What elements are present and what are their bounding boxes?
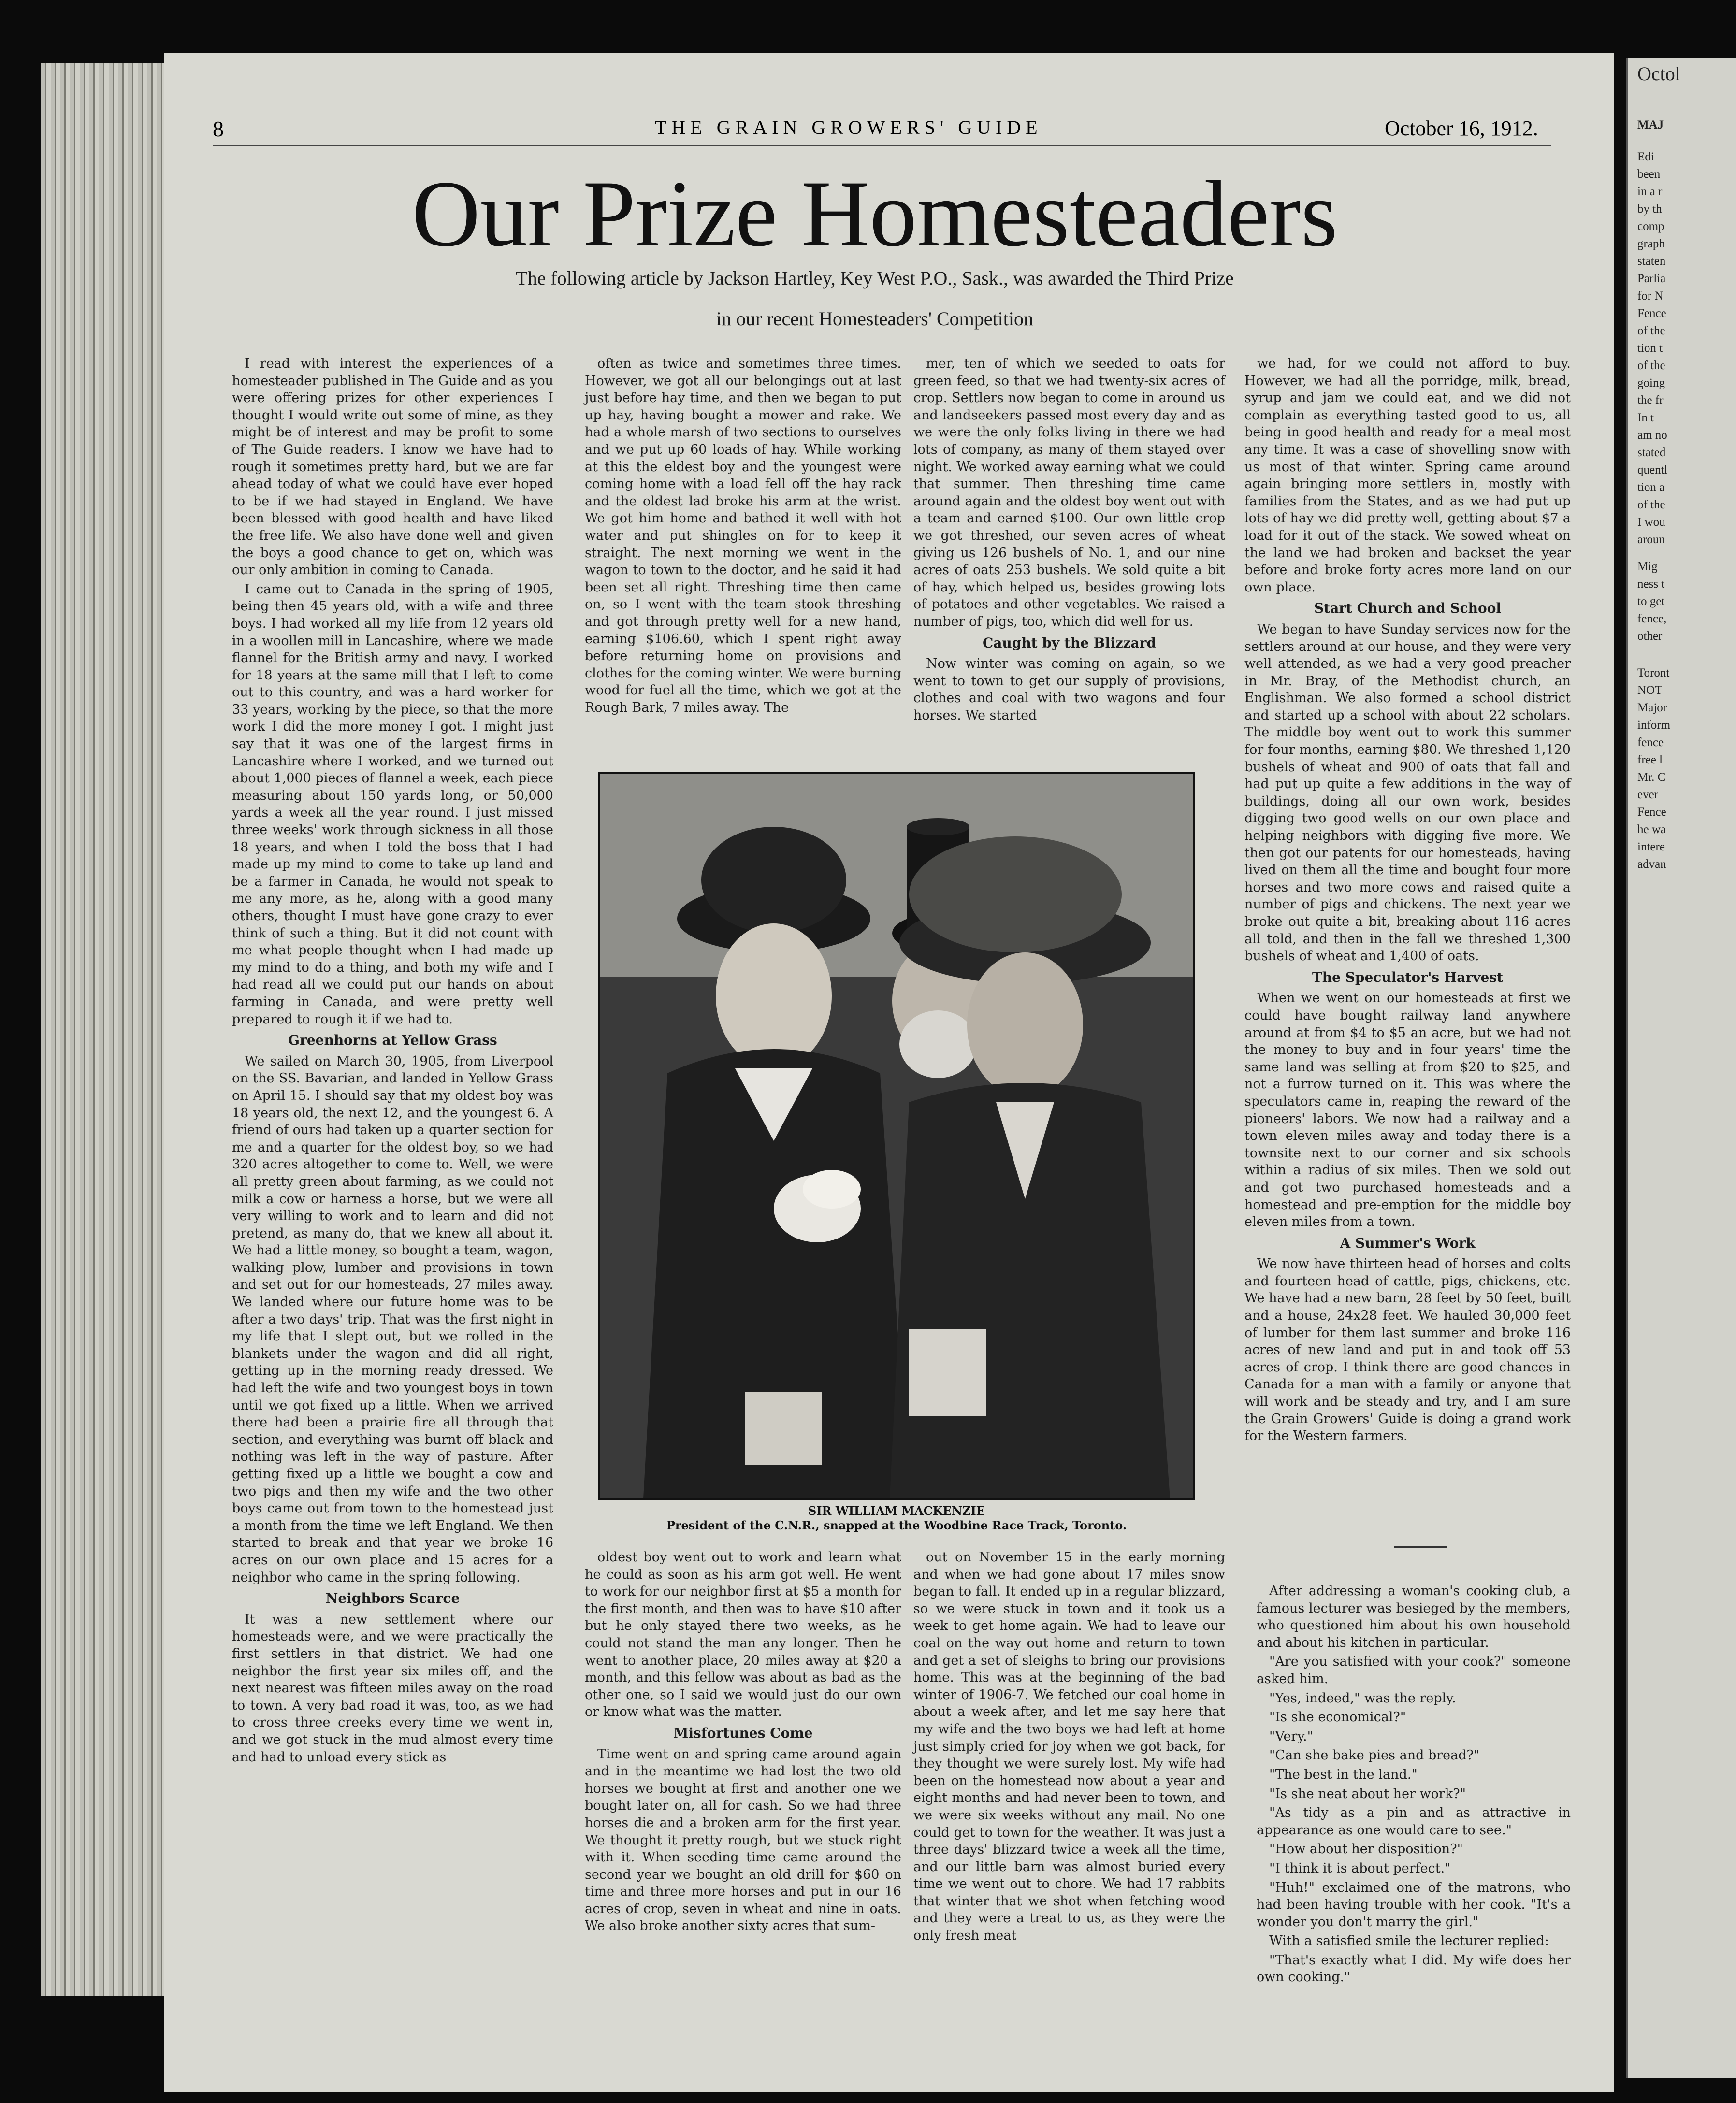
adjacent-fragment: graph: [1637, 237, 1665, 250]
column-4-bottom: [1257, 1583, 1571, 1988]
paragraph: We now have thirteen head of horses and colts and fourteen head of cattle, pigs, chickens, etc. We have had a new barn, 28 feet by 50 feet, built and a house, 24x28 feet. We hauled 30,000 feet of lumber for them last summer and broke 116 acres of new land and put in and took off 53 acres of crop. I think there are good chances in Canada for a man with a family or anyone that will work and be steady and try, and I am sure the Grain Growers' Guide is doing a grand work for the Western farmers.: [1244, 1256, 1571, 1444]
paragraph: "I think it is about perfect.": [1269, 1860, 1451, 1876]
paragraph: "Is she economical?": [1269, 1710, 1406, 1725]
paragraph: With a satisfied smile the lecturer replied:: [1269, 1933, 1549, 1949]
publication-title: THE GRAIN GROWERS' GUIDE: [655, 116, 1042, 138]
adjacent-fragment: he wa: [1637, 823, 1666, 836]
section-heading: Misfortunes Come: [673, 1725, 813, 1741]
section-heading: Neighbors Scarce: [325, 1590, 460, 1607]
paragraph: It was a new settlement where our homesteads were, and we were practically the first settlers in that district. We had one neighbor the first year six miles off, and the next nearest was fifteen miles away on the road to town. A very bad road it was, too, as we had to cross three creeks every time we went in, and we got stuck in the mud almost every time and had to unload every stick as: [232, 1612, 553, 1765]
adjacent-page: [1626, 58, 1736, 2078]
column-3-top: [913, 355, 1225, 726]
paragraph: "That's exactly what I did. My wife does her own cooking.": [1257, 1952, 1571, 1985]
adjacent-fragment: the fr: [1637, 394, 1664, 407]
paragraph: "Are you satisfied with your cook?" someone asked him.: [1257, 1654, 1571, 1686]
paragraph: "As tidy as a pin and as attractive in appearance as one would care to see.": [1257, 1805, 1571, 1838]
section-heading: Greenhorns at Yellow Grass: [288, 1032, 497, 1049]
section-heading: The Speculator's Harvest: [1312, 969, 1504, 985]
column-4: [1244, 355, 1571, 1447]
article-subtitle-line2: in our recent Homesteaders' Competition: [716, 308, 1033, 330]
adjacent-fragment: ever: [1637, 788, 1659, 801]
story-divider: [1394, 1546, 1447, 1548]
adjacent-fragment: Parlia: [1637, 272, 1666, 285]
paragraph: oldest boy went out to work and learn what he could as soon as his arm got well. He went to work for our neighbor first at $5 a month for the first month, and then was to have $10 after but he only stayed there two weeks, as he could not stand the man any longer. Then he went to another place, 20 miles away at $20 a month, and this fellow was about as bad as the other one, so I said we would just do our own or know what was the matter.: [585, 1550, 901, 1720]
adjacent-fragment: In t: [1637, 411, 1654, 424]
paragraph: mer, ten of which we seeded to oats for green feed, so that we had twenty-six acres of crop. Settlers now began to come in around us and landseekers passed most every day and as we were the only folks living in there we had lots of company, as many of them stayed over night. We worked away earning what we could that summer. Then threshing time came around again and the oldest boy went out with a team and earned $100. Our own little crop we got threshed, our seven acres of wheat giving us 126 bushels of No. 1, and our nine acres of oats 253 bushels. We sold quite a bit of hay, which helped us, besides growing lots of potatoes and other vegetables. We raised a number of pigs, too, which did well for us.: [913, 356, 1225, 629]
adjacent-fragment: by th: [1637, 202, 1662, 216]
adjacent-fragment: tion t: [1637, 342, 1663, 355]
paragraph: out on November 15 in the early morning and when we had gone about 17 miles snow began to fall. It ended up in a regular blizzard, so we were stuck in town and it took us a week to get home again. We had to leave our coal on the way out home and return to town and get a set of sleighs to bring our provisions home. This was at the beginning of the bad winter of 1906-7. We fetched our coal home in about a week after, and let me say here that my wife and the two boys we had left at home just simply cried for joy when we got back, for they thought we were surely lost. My wife had been on the homestead now about a year and eight months and had never been to town, and we were six weeks without any mail. No one could get to town for the weather. It was just a three days' blizzard twice a week all the time, and our little barn was almost buried every time we went out to chore. We had 17 rabbits that winter that we shot when fetching wood and they were a treat to us, as they were the only fresh meat: [913, 1550, 1225, 1944]
paragraph: "Is she neat about her work?": [1269, 1786, 1466, 1801]
paragraph: After addressing a woman's cooking club, a famous lecturer was besieged by the members, who questioned him about his own household and about his kitchen in particular.: [1257, 1584, 1571, 1650]
adjacent-fragment: Octol: [1637, 63, 1680, 85]
adjacent-fragment: comp: [1637, 220, 1664, 233]
adjacent-fragment: am no: [1637, 429, 1667, 442]
press-photo: [598, 772, 1195, 1500]
paragraph: "Huh!" exclaimed one of the matrons, who had been having trouble with her cook. "It's a wonder you don't marry the girl.": [1257, 1880, 1571, 1930]
adjacent-fragment: been: [1637, 168, 1661, 181]
adjacent-fragment: other: [1637, 630, 1663, 643]
caption-description: President of the C.N.R., snapped at the Woodbine Race Track, Toronto.: [666, 1518, 1127, 1532]
article-title: Our Prize Homesteaders: [412, 161, 1338, 266]
adjacent-fragment: fence,: [1637, 612, 1667, 625]
adjacent-fragment: Mig: [1637, 560, 1658, 573]
column-3-bottom: [913, 1549, 1225, 1946]
adjacent-fragment: Toront: [1637, 666, 1670, 679]
section-heading: Caught by the Blizzard: [982, 634, 1157, 651]
adjacent-fragment: in a r: [1637, 185, 1663, 198]
adjacent-fragment: Edi: [1637, 150, 1654, 163]
adjacent-fragment: MAJ: [1637, 118, 1664, 131]
adjacent-fragment: advan: [1637, 858, 1666, 871]
paragraph: "Yes, indeed," was the reply.: [1269, 1690, 1456, 1706]
adjacent-fragment: of the: [1637, 359, 1665, 372]
photo-illustration: [600, 774, 1193, 1498]
paragraph: we had, for we could not afford to buy. However, we had all the porridge, milk, bread, syrup and jam we could eat, and we did not complain as everything tasted good to us, all being in good health and ready for a meal most any time. It was a case of shovelling snow with us most of that winter. Spring came around again bringing more settlers in, mostly with families from the States, and as we had put up lots of hay we did pretty well, getting about $7 a load for it out of the stack. We sowed wheat on the land we had broken and backset the year before and broke forty acres more land on our own place.: [1244, 356, 1571, 595]
adjacent-fragment: Major: [1637, 701, 1667, 714]
caption-name: SIR WILLIAM MACKENZIE: [808, 1504, 985, 1518]
adjacent-fragment: I wou: [1637, 516, 1665, 529]
paragraph: "Very.": [1269, 1728, 1313, 1744]
column-2-bottom: [585, 1549, 901, 1937]
paragraph: We began to have Sunday services now for the settlers around at our house, and they were very well attended, as we had a very good preacher in Mr. Bray, of the Methodist church, an Englishman. We also formed a school district and started up a school with about 22 scholars. The middle boy went out to work this summer for four months, earning $80. We threshed 1,120 bushels of wheat and 900 of oats that fall and had put up quite a few additions in the way of buildings, doing all our own work, besides digging two good wells on our own place and helping neighbors with digging five more. We then got our patents for our homesteads, having lived on them all the time and bought four more horses and two more cows and raised quite a number of pigs and chickens. The next year we broke out quite a bit, breaking about 116 acres all told, and then in the fall we threshed 1,300 bushels of wheat and 1,400 of oats.: [1244, 621, 1571, 964]
adjacent-page-fragments: [1637, 63, 1736, 873]
adjacent-fragment: inform: [1637, 719, 1671, 732]
page-number: 8: [213, 116, 224, 141]
adjacent-fragment: Mr. C: [1637, 771, 1666, 784]
paragraph: "The best in the land.": [1269, 1767, 1418, 1782]
section-heading: A Summer's Work: [1340, 1235, 1476, 1251]
paragraph: We sailed on March 30, 1905, from Liverpool on the SS. Bavarian, and landed in Yellow Grass on April 15. I should say that my oldest boy was 18 years old, the next 12, and the youngest 6. A friend of ours had taken up a quarter section for me and a quarter for the oldest boy, so we had 320 acres altogether to come to. Well, we were all pretty green about farming, as we could not milk a cow or harness a horse, but we were all very willing to work and to learn and did not pretend, as many do, that we knew all about it. We had a little money, so bought a team, wagon, walking plow, lumber and provisions in town and set out for our homesteads, 27 miles away. We landed where our future home was to be after a two days' trip. That was the first night in my life that I slept out, but we rolled in the blankets under the wagon and did all right, getting up in the morning ready dressed. We had left the wife and two youngest boys in town until we got fixed up a little. When we arrived there had been a prairie fire all through that section, and everything was burnt off black and nothing was left in the way of pasture. After getting fixed up a little we bought a cow and two pigs and then my wife and the two other boys came out from town to the homestead just a month from the time we left England. We then started to break and that year we broke 16 acres on our own place and 15 acres for a neighbor who came in the spring following.: [232, 1053, 553, 1585]
adjacent-fragment: to get: [1637, 595, 1665, 608]
section-heading: Start Church and School: [1314, 600, 1502, 617]
adjacent-fragment: going: [1637, 376, 1665, 389]
adjacent-fragment: fence: [1637, 736, 1664, 749]
adjacent-fragment: NOT: [1637, 684, 1663, 697]
book-page-edges: [41, 63, 176, 1996]
adjacent-fragment: quentl: [1637, 463, 1668, 476]
paragraph: When we went on our homesteads at first we could have bought railway land anywhere around at from $4 to $5 an acre, but we had not the money to buy and in four years' time the same land was selling at from $20 to $25, and not a furrow turned on it. This was where the speculators came in, reaping the reward of the pioneers' labors. We now had a railway and a town eleven miles away and today there is a townsite next to our corner and six schools within a radius of six miles. Then we sold out and got two purchased homesteads and a homestead and pre-emption for the middle boy eleven miles from a town.: [1244, 991, 1571, 1230]
photo-caption: [585, 1504, 1208, 1533]
adjacent-fragment: of the: [1637, 498, 1665, 511]
paragraph: "Can she bake pies and bread?": [1269, 1748, 1480, 1763]
adjacent-fragment: for N: [1637, 289, 1664, 302]
adjacent-fragment: aroun: [1637, 533, 1665, 546]
adjacent-fragment: ness t: [1637, 577, 1665, 591]
column-1: [232, 355, 553, 1768]
adjacent-fragment: staten: [1637, 255, 1666, 268]
header-rule: [213, 145, 1551, 146]
paragraph: I came out to Canada in the spring of 1905, being then 45 years old, with a wife and three boys. I had worked all my life from 12 years old in a woollen mill in Lancashire, where we made flannel for the British army and navy. I worked for 18 years at the same mill that I left to come out to this country, and was a hard worker for 33 years, working by the piece, so that the more work I did the more money I got. I might just say that it was one of the largest firms in Lancashire where I worked, and we turned out about 1,000 pieces of flannel a week, each piece measuring about 150 yards long, or 50,000 yards a week all the year round. I just missed three weeks' work through sickness in all those 18 years, and when I told the boss that I had made up my mind to come to take up land and be a farmer in Canada, he would not speak to me any more, as he, along with a good many others, thought I must have gone crazy to ever think of such a thing. But it did not count with me what people thought when I had made up my mind to do a thing, and both my wife and I had read all we could put our hands on about farming in Canada, and were pretty well prepared to rough it if we had to.: [232, 581, 553, 1027]
column-2-top: [585, 355, 901, 718]
adjacent-fragment: Fence: [1637, 307, 1666, 320]
paragraph: Time went on and spring came around again and in the meantime we had lost the two old horses we bought at first and another one we bought later on, all for cash. So we had three horses die and a broken arm for the first year. We thought it pretty rough, but we stuck right with it. When seeding time came around the second year we bought an old drill for $60 on time and three more horses and put in our 16 acres of crop, seven in wheat and nine in oats. We also broke another sixty acres that sum-: [585, 1746, 901, 1934]
paragraph: I read with interest the experiences of a homesteader published in The Guide and as you were offering prizes for other experiences I thought I would write out some of mine, as they might be of interest and may be profit to some of The Guide readers. I know we have had to rough it sometimes pretty hard, but we are far ahead today of what we could have ever hoped to be if we had stayed in England. We have been blessed with good health and have liked the free life. We also have done well and given the boys a good chance to get on, which was our only ambition in coming to Canada.: [232, 356, 553, 578]
adjacent-fragment: of the: [1637, 324, 1665, 337]
paragraph: "How about her disposition?": [1269, 1842, 1463, 1857]
adjacent-fragment: tion a: [1637, 481, 1665, 494]
paragraph: often as twice and sometimes three times. However, we got all our belongings out at last just before hay time, and then we began to put up hay, having bought a mower and rake. We had a whole marsh of two sections to ourselves and we put up 60 loads of hay. While working at this the eldest boy and the youngest were coming home with a load fell off the hay rack and the oldest lad broke his arm at the wrist. We got him home and bathed it well with hot water and put shingles on for to keep it straight. The next morning we went in the wagon to town to the doctor, and he said it had been set all right. Threshing time then came on, so I went with the team stook threshing and got through pretty well for a new hand, earning $106.60, which I spent right away before returning home on provisions and clothes for the coming winter. We were burning wood for fuel all the time, which we got at the Rough Bark, 7 miles away. The: [585, 356, 901, 715]
adjacent-fragment: stated: [1637, 446, 1666, 459]
adjacent-fragment: Fence: [1637, 806, 1666, 819]
article-subtitle-line1: The following article by Jackson Hartley, Key West P.O., Sask., was awarded the Third Prize: [516, 267, 1234, 289]
adjacent-fragment: free l: [1637, 753, 1663, 766]
issue-date: October 16, 1912.: [1385, 116, 1538, 140]
adjacent-fragment: intere: [1637, 840, 1665, 853]
paragraph: Now winter was coming on again, so we went to town to get our supply of provisions, clothes and coal with two wagons and four horses. We started: [913, 656, 1225, 723]
